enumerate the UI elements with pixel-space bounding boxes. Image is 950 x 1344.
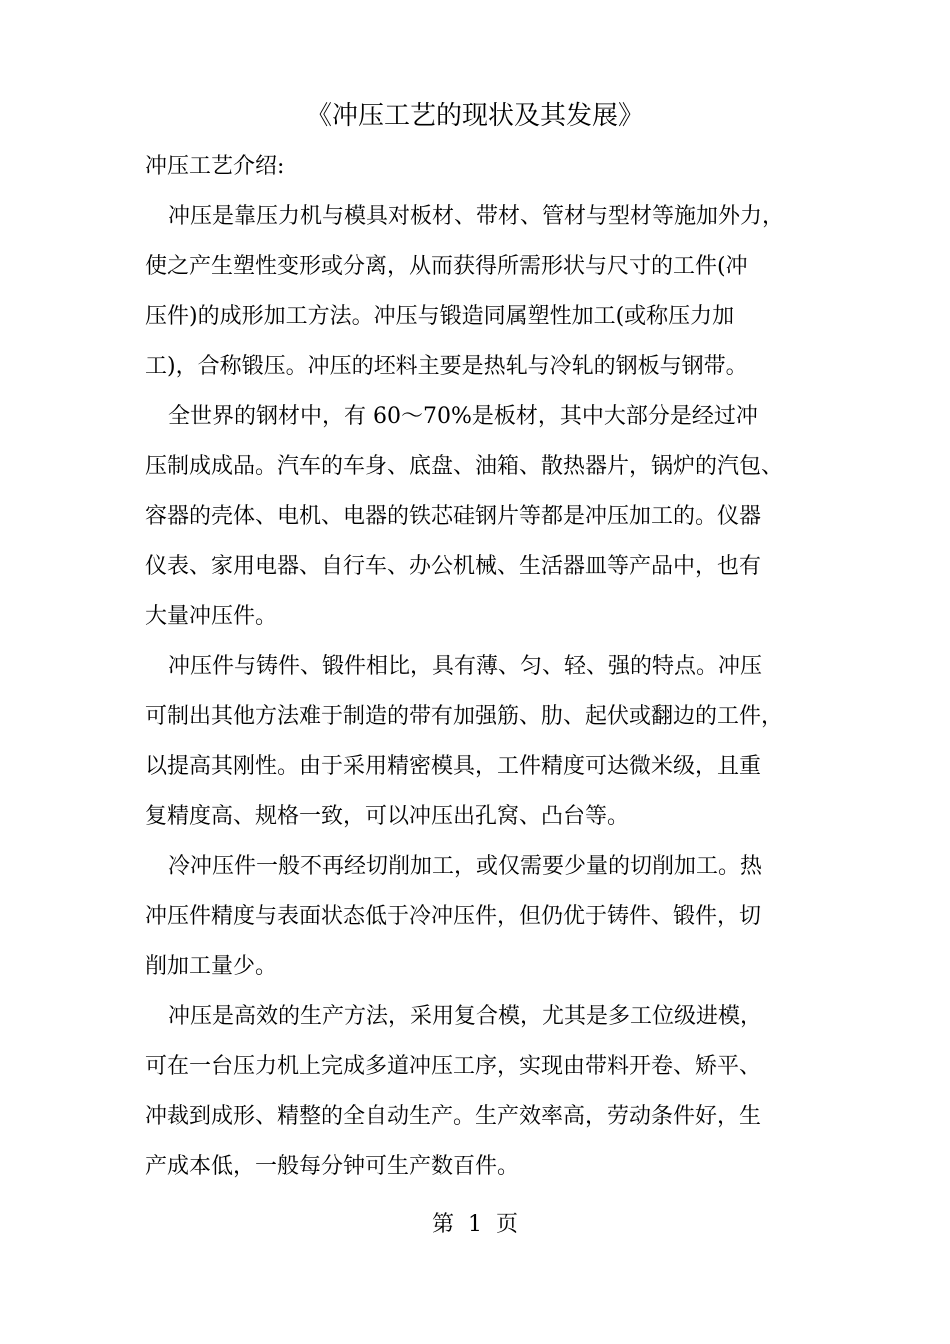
paragraph-1-line-4: 工)，合称锻压。冲压的坯料主要是热轧与冷轧的钢板与钢带。: [145, 354, 748, 379]
paragraph-4-line-2: 冲压件精度与表面状态低于冷冲压件，但仍优于铸件、锻件，切: [145, 904, 762, 929]
paragraph-5-line-4: 产成本低，一般每分钟可生产数百件。: [145, 1154, 520, 1179]
paragraph-2-line-2: 压制成成品。汽车的车身、底盘、油箱、散热器片，锅炉的汽包、: [145, 454, 784, 479]
paragraph-1-line-3: 压件)的成形加工方法。冲压与锻造同属塑性加工(或称压力加: [145, 304, 735, 329]
page-number: 第 1 页: [432, 1212, 518, 1237]
paragraph-3-line-1: 冲压件与铸件、锻件相比，具有薄、匀、轻、强的特点。冲压: [168, 654, 763, 679]
paragraph-4-line-1: 冷冲压件一般不再经切削加工，或仅需要少量的切削加工。热: [168, 854, 763, 879]
paragraph-1-line-1: 冲压是靠压力机与模具对板材、带材、管材与型材等施加外力，: [168, 204, 785, 229]
paragraph-1-line-2: 使之产生塑性变形或分离，从而获得所需形状与尺寸的工件(冲: [145, 254, 748, 279]
paragraph-2-line-5: 大量冲压件。: [145, 604, 278, 629]
paragraph-2-line-1: 全世界的钢材中，有 60～70%是板材，其中大部分是经过冲: [168, 404, 758, 429]
section-heading: 冲压工艺介绍:: [145, 154, 285, 179]
paragraph-4-line-3: 削加工量少。: [145, 954, 278, 979]
paragraph-2-line-3: 容器的壳体、电机、电器的铁芯硅钢片等都是冲压加工的。仪器: [145, 504, 762, 529]
paragraph-2-line-4: 仪表、家用电器、自行车、办公机械、生活器皿等产品中，也有: [145, 554, 762, 579]
paragraph-3-line-2: 可制出其他方法难于制造的带有加强筋、肋、起伏或翻边的工件，: [145, 704, 784, 729]
paragraph-5-line-2: 可在一台压力机上完成多道冲压工序，实现由带料开卷、矫平、: [145, 1054, 762, 1079]
paragraph-5-line-1: 冲压是高效的生产方法，采用复合模，尤其是多工位级进模，: [168, 1004, 763, 1029]
document-title: 《冲压工艺的现状及其发展》: [305, 101, 644, 131]
paragraph-5-line-3: 冲裁到成形、精整的全自动生产。生产效率高，劳动条件好，生: [145, 1104, 762, 1129]
paragraph-3-line-4: 复精度高、规格一致，可以冲压出孔窝、凸台等。: [145, 804, 630, 829]
paragraph-3-line-3: 以提高其刚性。由于采用精密模具，工件精度可达微米级，且重: [145, 754, 762, 779]
